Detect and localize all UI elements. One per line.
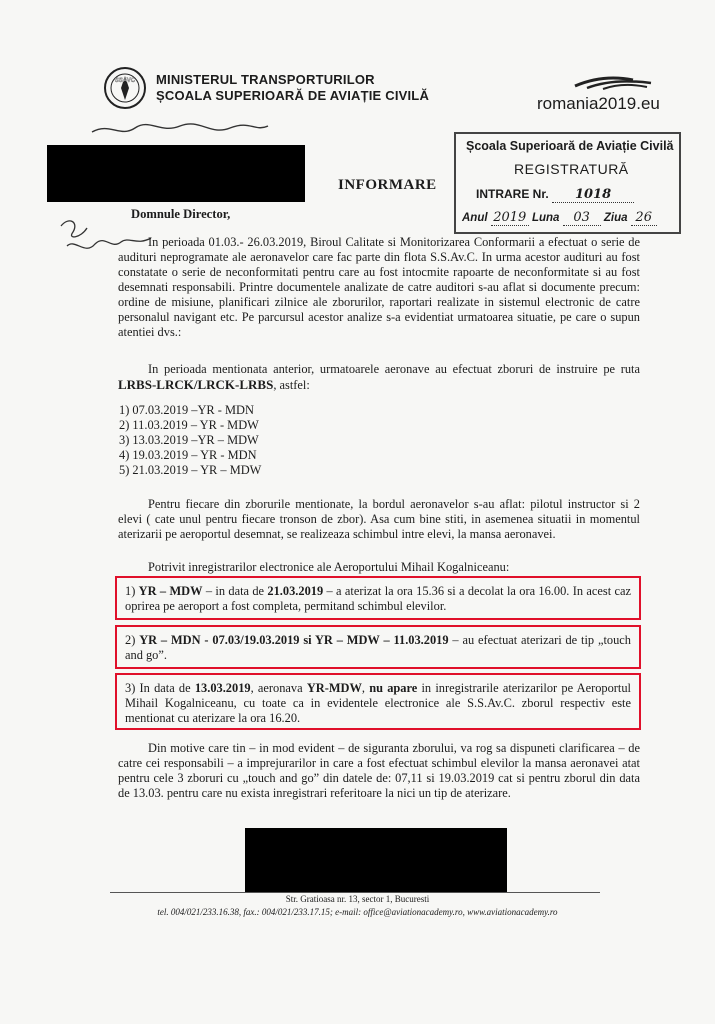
finding-text: – a aterizat la ora 15.36 si a decolat la ora 16.00. In acest caz oprirea pe aeroport a fost completa, permitand schimbul elevilor. bbox=[125, 584, 632, 613]
route-intro-text: In perioada mentionata anterior, urmatoarele aeronave au efectuat zboruri de instruire pe ruta bbox=[148, 362, 640, 376]
finding-box-1 bbox=[115, 576, 641, 620]
list-item: 5) 21.03.2019 – YR – MDW bbox=[119, 463, 262, 477]
stamp-month-label: Luna bbox=[531, 212, 560, 224]
redaction-block bbox=[47, 145, 305, 202]
stamp-year-label: Anul bbox=[462, 212, 488, 224]
list-item: 3) 13.03.2019 –YR – MDW bbox=[119, 433, 259, 447]
finding-text: 3) In data de bbox=[125, 681, 195, 695]
crew-paragraph: Pentru fiecare din zborurile mentionate, la bordul aeronavelor s-au aflat: pilotul instructor si 2 elevi ( cate unul pentru fiecare tronson de zbor). Asa cum bine stiti, in asemenea situatii in momentul aterizarii pe aeroportul desemnat, se realizeaza schimbul intre elevi, la mansa aeronavei. bbox=[118, 497, 640, 541]
stamp-month-value: 03 bbox=[563, 210, 601, 226]
document-title: INFORMARE bbox=[338, 177, 437, 193]
finding-date: 13.03.2019 bbox=[194, 681, 251, 695]
route-code: LRBS-LRCK/LRCK-LRBS bbox=[118, 377, 274, 392]
stamp-entry-number: 1018 bbox=[552, 187, 634, 203]
list-item: 2) 11.03.2019 – YR - MDW bbox=[119, 418, 259, 432]
finding-box-2 bbox=[115, 625, 641, 669]
ssavc-logo bbox=[103, 66, 147, 110]
finding-number: 1) bbox=[125, 584, 139, 598]
handwritten-note bbox=[90, 120, 270, 145]
stamp-day-label: Ziua bbox=[603, 212, 628, 224]
stamp-year-value: 2019 bbox=[491, 210, 529, 226]
salutation: Domnule Director, bbox=[131, 207, 231, 221]
flight-list bbox=[119, 403, 261, 478]
stamp-entry-label: INTRARE Nr. bbox=[476, 187, 549, 201]
finding-date: 21.03.2019 bbox=[267, 584, 324, 598]
finding-text: in inregistrarile aterizarilor pe Aeroportul Mihail Kogalniceanu, cu toate ca in evidentele electronice ale S.S.Av.C. zborul respectiv este mentionat cu aterizare la ora 16.20. bbox=[125, 681, 631, 725]
records-paragraph: Potrivit inregistrarilor electronice ale Aeroportului Mihail Kogalniceanu: bbox=[148, 560, 510, 574]
stamp-day-value: 26 bbox=[631, 210, 657, 226]
footer-contact: tel. 004/021/233.16.38, fax.: 004/021/233.17.15; e-mail: office@aviationacademy.ro, www.aviationacademy.ro bbox=[157, 907, 558, 917]
stamp-institution: Școala Superioară de Aviație Civilă bbox=[466, 139, 674, 153]
closing-paragraph: Din motive care tin – in mod evident – de siguranta zborului, va rog sa dispuneti clarificarea – de catre cei responsabili – a imprejurarilor in care a fost efectuat schimbul elevilor la mansa aeronavei atat pentru cele 3 zboruri cu „touch and go” din datele de: 07,11 si 19.03.2019 cat si pentru zborul din data de 13.03. pentru care nu exista inregistrari referitoare la nici un tip de aterizare. bbox=[118, 741, 640, 800]
brand-text: romania2019.eu bbox=[537, 94, 660, 113]
school-name: ȘCOALA SUPERIOARĂ DE AVIAȚIE CIVILĂ bbox=[156, 88, 430, 103]
aircraft-dates: YR – MDN - 07.03/19.03.2019 si YR – MDW – 11.03.2019 bbox=[139, 633, 449, 647]
stamp-registry: REGISTRATURĂ bbox=[514, 161, 629, 177]
ministry-name: MINISTERUL TRANSPORTURILOR bbox=[156, 72, 375, 87]
list-item: 4) 19.03.2019 – YR - MDN bbox=[119, 448, 257, 462]
finding-text: , aeronava bbox=[250, 681, 307, 695]
aircraft-code: YR – MDW bbox=[138, 584, 203, 598]
svg-text:SSAVC: SSAVC bbox=[114, 78, 136, 84]
list-item: 1) 07.03.2019 –YR - MDN bbox=[119, 403, 254, 417]
brand-swoosh-icon bbox=[573, 74, 653, 95]
footer-divider bbox=[110, 892, 600, 893]
finding-text: , bbox=[361, 681, 370, 695]
finding-emphasis: nu apare bbox=[369, 681, 418, 695]
footer-address: Str. Gratioasa nr. 13, sector 1, Bucuresti bbox=[285, 894, 430, 904]
finding-box-3 bbox=[115, 673, 641, 730]
route-end-text: , astfel: bbox=[273, 378, 310, 392]
aircraft-code: YR-MDW bbox=[306, 681, 362, 695]
redaction-block bbox=[245, 828, 507, 892]
finding-number: 2) bbox=[125, 633, 140, 647]
finding-text: – in data de bbox=[202, 584, 268, 598]
route-paragraph bbox=[118, 362, 640, 393]
finding-text: – au efectuat aterizari de tip „touch and go”. bbox=[125, 633, 631, 662]
intro-paragraph: In perioada 01.03.- 26.03.2019, Biroul Calitate si Monitorizarea Conformarii a efectuat o serie de audituri neprogramate ale aeronavelor care fac parte din flota S.S.Av.C. In urma acestor audituri au fost constatate o serie de neconformitati pentru care au fost intocmite rapoarte de neconformitate si au fost desemnati responsabili. Printre documentele analizate de catre auditori s-au aflat si documente precum: ordine de misiune, planificari zilnice ale zborurilor, raportari realizate in sistemul electronic de catre personalul navigant etc. Pe parcursul acestor analize s-a evidentiat urmatoarea situatie, pe care o supun atentiei dvs.: bbox=[118, 235, 640, 339]
registry-stamp bbox=[454, 132, 681, 234]
